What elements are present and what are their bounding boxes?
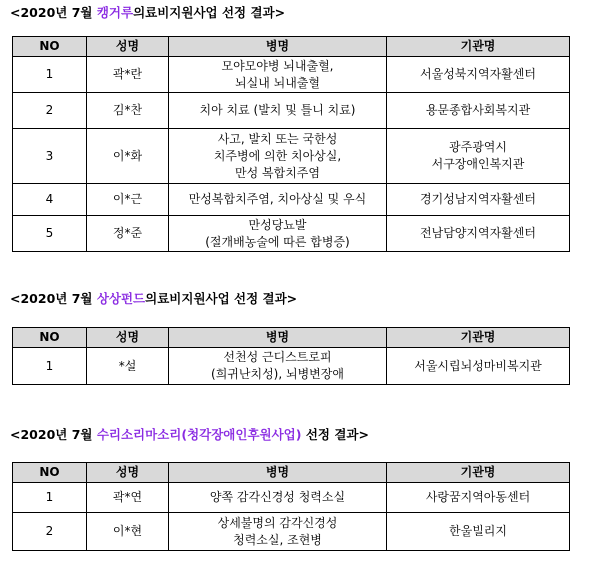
agency-line: 광주광역시	[449, 140, 507, 154]
cell-name: 곽*연	[87, 483, 169, 513]
cell-agency	[387, 216, 570, 252]
cell-disease	[169, 93, 387, 129]
cell-disease	[169, 348, 387, 385]
agency-line: 한울빌리지	[449, 524, 507, 538]
cell-disease	[169, 513, 387, 551]
header-no: NO	[13, 37, 87, 57]
cell-disease	[169, 57, 387, 93]
cell-agency	[387, 129, 570, 184]
title-suffix: 선정 결과>	[301, 427, 369, 442]
disease-line: 만성 복합치주염	[235, 165, 320, 180]
cell-no: 1	[13, 483, 87, 513]
table-row	[13, 57, 570, 93]
cell-agency	[387, 348, 570, 385]
results-table-hearing-support	[12, 462, 570, 551]
agency-line: 서울시립뇌성마비복지관	[414, 358, 542, 373]
agency-line: 서구장애인복지관	[431, 157, 525, 171]
title-prefix: <2020년 7월	[10, 5, 97, 20]
section-title-kangaroo	[10, 3, 285, 21]
section-title-hearing-support	[10, 425, 369, 443]
header-disease: 병명	[169, 37, 387, 57]
table-header-row	[13, 328, 570, 348]
table-row	[13, 93, 570, 129]
cell-name: 이*화	[87, 129, 169, 184]
agency-line: 경기성남지역자활센터	[420, 192, 536, 206]
cell-disease	[169, 216, 387, 252]
cell-agency	[387, 513, 570, 551]
disease-line: 선천성 근디스트로피	[223, 350, 332, 364]
cell-no: 2	[13, 93, 87, 129]
title-suffix: 의료비지원사업 선정 결과>	[145, 291, 298, 306]
disease-line: 치주병에 의한 치아상실,	[213, 148, 342, 163]
header-agency: 기관명	[387, 37, 570, 57]
disease-line: (희귀난치성), 뇌병변장애	[211, 367, 344, 381]
cell-no: 1	[13, 348, 87, 385]
agency-line: 사랑꿈지역아동센터	[425, 490, 531, 504]
header-disease: 병명	[169, 463, 387, 483]
title-program-name: 수리소리마소리(청각장애인후원사업)	[96, 427, 302, 442]
disease-line: 만성복합치주염, 치아상실 및 우식	[188, 192, 367, 206]
cell-name: *설	[87, 348, 169, 385]
header-no: NO	[13, 328, 87, 348]
header-name: 성명	[87, 328, 169, 348]
table-header-row	[13, 37, 570, 57]
cell-name: 이*현	[87, 513, 169, 551]
disease-line: 양쪽 감각신경성 청력소실	[209, 490, 346, 504]
header-agency: 기관명	[387, 328, 570, 348]
cell-no: 5	[13, 216, 87, 252]
cell-no: 3	[13, 129, 87, 184]
cell-name: 정*준	[87, 216, 169, 252]
agency-line: 용문종합사회복지관	[425, 103, 531, 117]
results-table-sangsang-fund	[12, 327, 570, 385]
table-row	[13, 184, 570, 216]
agency-line: 전남담양지역자활센터	[420, 226, 536, 240]
cell-agency	[387, 57, 570, 93]
cell-no: 1	[13, 57, 87, 93]
table-header-row	[13, 463, 570, 483]
cell-no: 2	[13, 513, 87, 551]
cell-disease	[169, 184, 387, 216]
disease-line: 청력소실, 조현병	[233, 532, 322, 547]
cell-name: 곽*란	[87, 57, 169, 93]
cell-disease	[169, 129, 387, 184]
agency-line: 서울성북지역자활센터	[420, 67, 536, 81]
disease-line: 모야모야병 뇌내출혈,	[221, 58, 334, 73]
table-row	[13, 129, 570, 184]
title-program-name: 상상펀드	[96, 291, 146, 306]
cell-no: 4	[13, 184, 87, 216]
title-prefix: <2020년 7월	[10, 291, 97, 306]
header-agency: 기관명	[387, 463, 570, 483]
header-name: 성명	[87, 463, 169, 483]
title-program-name: 캥거루	[96, 5, 134, 20]
table-row	[13, 348, 570, 385]
header-no: NO	[13, 463, 87, 483]
disease-line: 뇌실내 뇌내출혈	[235, 75, 320, 90]
header-name: 성명	[87, 37, 169, 57]
cell-agency	[387, 184, 570, 216]
cell-agency	[387, 483, 570, 513]
cell-name: 이*근	[87, 184, 169, 216]
disease-line: 상세불명의 감각신경성	[217, 515, 338, 530]
disease-line: 만성당뇨발	[248, 217, 307, 232]
cell-agency	[387, 93, 570, 129]
title-prefix: <2020년 7월	[10, 427, 97, 442]
title-suffix: 의료비지원사업 선정 결과>	[133, 5, 286, 20]
cell-name: 김*찬	[87, 93, 169, 129]
header-disease: 병명	[169, 328, 387, 348]
results-table-kangaroo	[12, 36, 570, 252]
disease-line: 치아 치료 (발치 및 틀니 치료)	[199, 103, 356, 117]
table-row	[13, 483, 570, 513]
disease-line: (절개배농술에 따른 합병증)	[205, 234, 350, 249]
table-row	[13, 216, 570, 252]
cell-disease	[169, 483, 387, 513]
section-title-sangsang-fund	[10, 289, 297, 307]
table-row	[13, 513, 570, 551]
disease-line: 사고, 발치 또는 국한성	[217, 131, 338, 146]
